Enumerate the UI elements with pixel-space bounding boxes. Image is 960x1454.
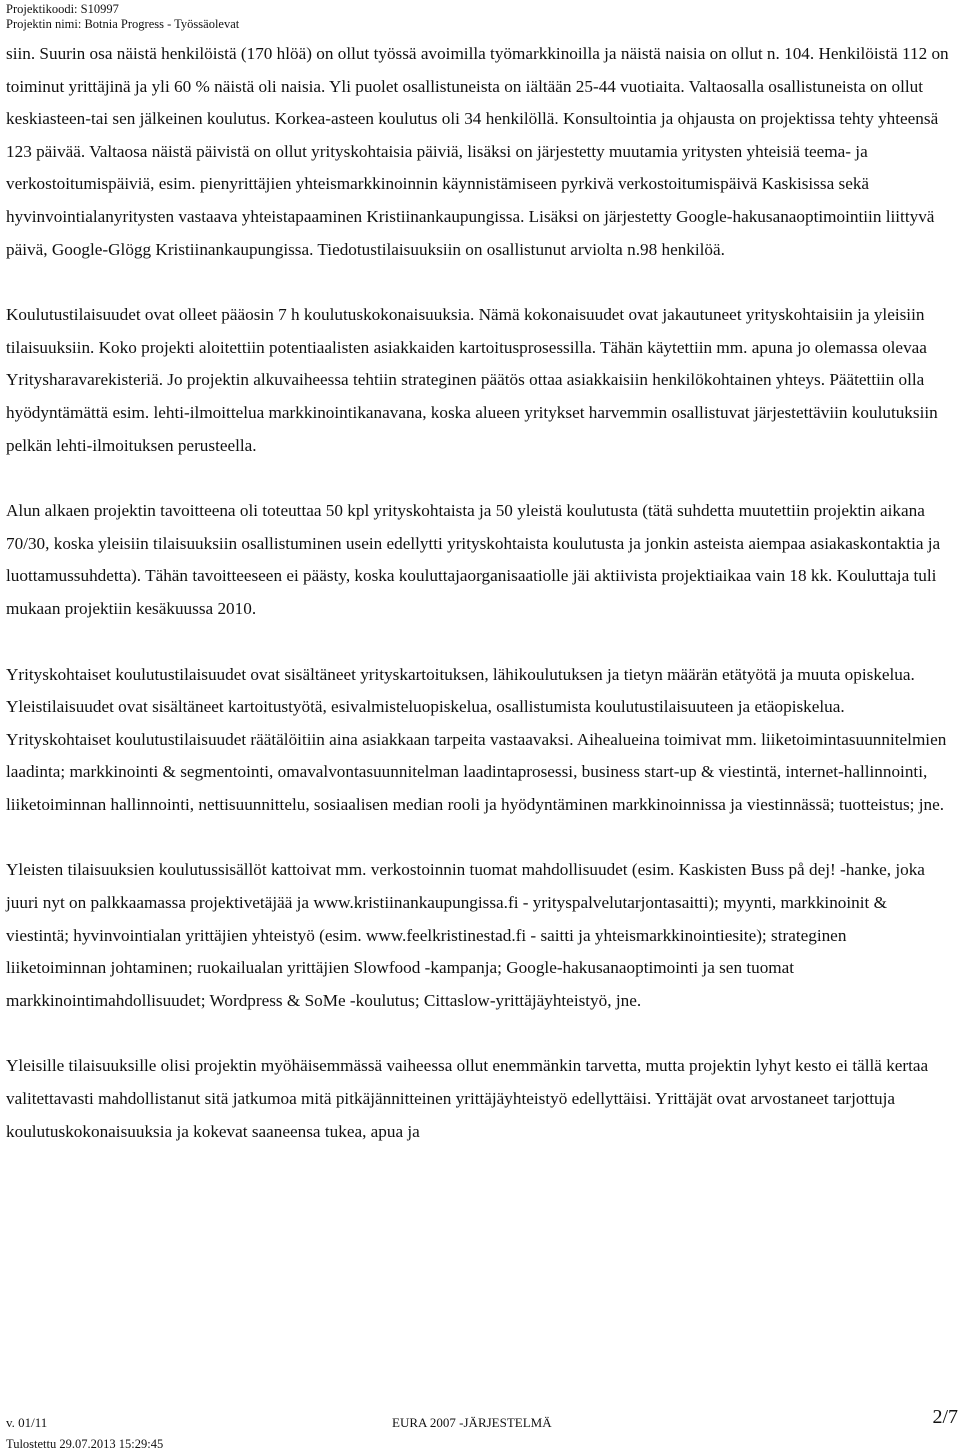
- paragraph-conclusion: Yleisille tilaisuuksille olisi projektin myöhäisemmässä vaiheessa ollut enemmänkin tarvetta, mutta projektin lyhyt kesto ei tällä kertaa valitettavasti mahdollistanut sitä jatkumoa mitä pitkäjännitteinen yrittäjäyhteistyö edellyttäisi. Yrittäjät ovat arvostaneet tarjottuja koulutuskokonaisuuksia ja kokevat saaneensa tukea, apua ja: [6, 1056, 929, 1141]
- page-footer: [0, 1404, 960, 1454]
- project-code: Projektikoodi: S10997: [6, 2, 119, 16]
- printed-timestamp: Tulostettu 29.07.2013 15:29:45: [6, 1437, 164, 1451]
- document-body: [6, 38, 950, 1181]
- paragraph-project-goals: Alun alkaen projektin tavoitteena oli toteuttaa 50 kpl yrityskohtaista ja 50 yleistä koulutusta (tätä suhdetta muutettiin projektin aikana 70/30, koska yleisiin tilaisuuksiin osallistuminen usein edellytti yrityskohtaista koulutusta ja jonkin asteista aiempaa asiakaskontaktia ja luottamussuhdetta). Tähän tavoitteeseen ei päästy, koska kouluttajaorganisaatiolle jäi aktiivista projektiaikaa vain 18 kk. Kouluttaja tuli mukaan projektiin kesäkuussa 2010.: [6, 501, 941, 618]
- system-label: EURA 2007 -JÄRJESTELMÄ: [392, 1415, 552, 1430]
- paragraph-company-training: Yrityskohtaiset koulutustilaisuudet ovat sisältäneet yrityskartoituksen, lähikoulutuksen ja tietyn määrän etätyötä ja muuta opiskelua. Yleistilaisuudet ovat sisältäneet kartoitustyötä, esivalmisteluopiskelua, osallistumista koulutustilaisuuteen ja etäopiskelua. Yrityskohtaiset koulutustilaisuudet räätälöitiin aina asiakkaan tarpeita vastaavaksi. Aihealueina toimivat mm. liiketoimintasuunnitelmien laadinta; markkinointi & segmentointi, omavalvontasuunnitelman laadintaprosessi, business start-up & viestintä, internet-hallinnointi, liiketoiminnan hallinnointi, nettisuunnittelu, sosiaalisen median rooli ja hyödyntäminen markkinoinnissa ja viestinnässä; tuotteistus; jne.: [6, 664, 947, 814]
- page-header: [6, 2, 239, 32]
- page-number: 2/7: [932, 1406, 958, 1428]
- paragraph-participants: siin. Suurin osa näistä henkilöistä (170 hlöä) on ollut työssä avoimilla työmarkkinoilla ja näistä naisia on ollut n. 104. Henkilöistä 112 on toiminut yrittäjinä ja yli 60 % näistä oli naisia. Yli puolet osallistuneista on iältään 25-44 vuotiaita. Valtaosalla osallistuneista on ollut keskiasteen-tai sen jälkeinen koulutus. Korkea-asteen koulutus oli 34 henkilöllä. Konsultointia ja ohjausta on projektissa tehty yhteensä 123 päivää. Valtaosa näistä päivistä on ollut yrityskohtaisia päiviä, lisäksi on järjestetty muutamia yritysten yhteisiä teema- ja verkostoitumispäiviä, esim. pienyrittäjien yhteismarkkinoinnin käynnistämiseen pyrkivä verkostoitumispäivä Kaskisissa sekä hyvinvointialanyritysten vastaava yhteistapaaminen Kristiinankaupungissa. Lisäksi on järjestetty Google-hakusanaoptimointiin liittyvä päivä, Google-Glögg Kristiinankaupungissa. Tiedotustilaisuuksiin on osallistunut arviolta n.98 henkilöä.: [6, 44, 949, 259]
- paragraph-training-events: Koulutustilaisuudet ovat olleet pääosin 7 h koulutuskokonaisuuksia. Nämä kokonaisuudet ovat jakautuneet yrityskohtaisiin ja yleisiin tilaisuuksiin. Koko projekti aloitettiin potentiaalisten asiakkaiden kartoitusprosessilla. Tähän käytettiin mm. apuna jo olemassa olevaa Yritysharavarekisteriä. Jo projektin alkuvaiheessa tehtiin strateginen päätös ottaa asiakkaisiin henkilökohtainen yhteys. Päätettiin olla hyödyntämättä esim. lehti-ilmoittelua markkinointikanavana, koska alueen yritykset harvemmin osallistuvat järjestettäviin koulutuksiin pelkän lehti-ilmoituksen perusteella.: [6, 305, 938, 455]
- version-label: v. 01/11: [6, 1415, 48, 1430]
- project-name: Projektin nimi: Botnia Progress - Työssäolevat: [6, 17, 240, 31]
- paragraph-general-training: Yleisten tilaisuuksien koulutussisällöt kattoivat mm. verkostoinnin tuomat mahdollisuudet (esim. Kaskisten Buss på dej! -hanke, joka juuri nyt on palkkaamassa projektivetäjää ja www.kristiinankaupungissa.fi - yrityspalvelutarjontasaitti); myynti, markkinoinit & viestintä; hyvinvointialan yrittäjien yhteistyö (esim. www.feelkristinestad.fi - saitti ja yhteismarkkinointiesite); strateginen liiketoiminnan johtaminen; ruokailualan yrittäjien Slowfood -kampanja; Google-hakusanaoptimointi ja sen tuomat markkinointimahdollisuudet; Wordpress & SoMe -koulutus; Cittaslow-yrittäjäyhteistyö, jne.: [6, 860, 925, 1010]
